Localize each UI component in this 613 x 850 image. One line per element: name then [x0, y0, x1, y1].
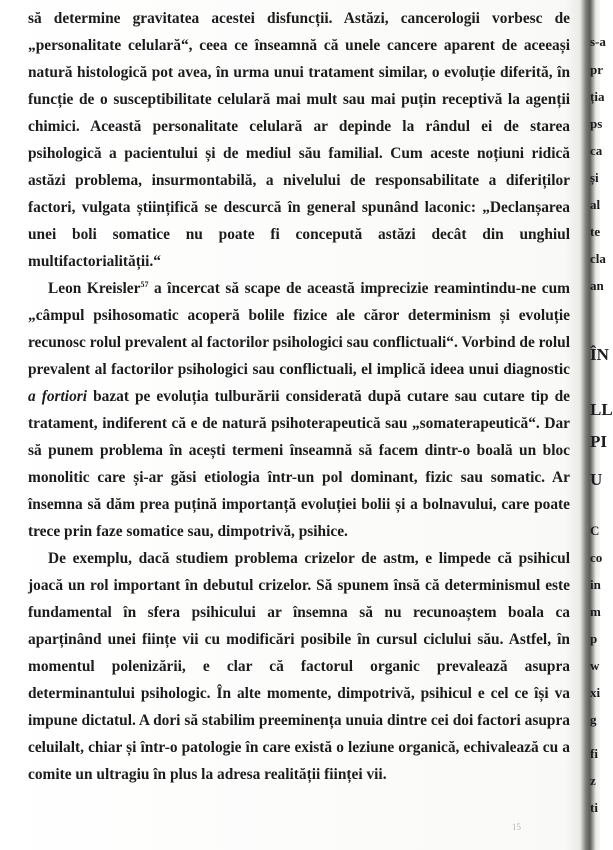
facing-page-heading-fragment: U: [590, 470, 603, 489]
body-text: [28, 5, 570, 788]
paragraph-2-text-end: bazat pe evoluția tulburării considerată după cutare sau cutare tip de tratament, indiferent că e de natură psihoterapeutică sau „somaterapeutică“. Dar să punem problema în acești termeni înseamnă să facem dintr-o boală un bloc monolitic care și-ar găsi etiologia într-un pol dominant, fizic sau somatic. Ar însemna să dăm prea puțină importanță evoluției bolii și a bolnavului, care poate trece prin faze somatice sau, dimpotrivă, psihice.: [28, 388, 570, 540]
facing-page-heading-fragment: PI: [590, 432, 607, 451]
facing-page-fragment: an: [590, 278, 604, 293]
facing-page-fragment: te: [590, 224, 601, 239]
facing-page-fragment: și: [590, 170, 599, 185]
facing-page-fragment: ția: [590, 89, 605, 104]
page-number: 15: [512, 822, 521, 832]
author-name: Leon Kreisler: [48, 280, 141, 297]
facing-page-fragment: in: [590, 577, 601, 592]
italic-term: a fortiori: [28, 388, 88, 405]
facing-page-heading-fragment: LL: [590, 400, 613, 419]
facing-page-fragment: fi: [590, 746, 598, 761]
facing-page-fragment: p: [590, 631, 598, 646]
facing-page-fragment: g: [590, 712, 597, 727]
paragraph-2-text-start: a încercat să scape de această imprecizie reamintindu-ne cum „câmpul psihosomatic acoperă bolile fizice ale căror determinism și evoluție recunosc rolul prevalent al factorilor psihologici sau conflictuali“. Vorbind de rolul prevalent al factorilor psihologici sau conflictuali, el implică ideea unui diagnostic: [28, 280, 570, 378]
facing-page-fragment: w: [590, 658, 600, 673]
facing-page-fragment: al: [590, 197, 601, 212]
paragraph-2: [28, 275, 570, 545]
facing-page-fragment: C: [590, 523, 600, 538]
paragraph-3: De exemplu, dacă studiem problema crizelor de astm, e limpede că psihicul joacă un rol important în debutul crizelor. Să spunem însă că determinismul este fundamental în sfera psihicului ar însemna să nu recunoaștem boala ca aparținând unei ființe vii cu modificări posibile în cursul ciclului său. Astfel, în momentul polenizării, e clar că factorul organic prevalează asupra determinantului psihologic. În alte momente, dimpotrivă, psihicul e cel ce își va impune dictatul. A dori să stabilim preeminența unuia dintre cei doi factori asupra celuilalt, chiar și într-o patologie în care există o leziune organică, echivalează cu a comite un ultragiu în plus la adresa realității ființei vii.: [28, 550, 570, 783]
facing-page-fragment: pr: [590, 62, 603, 77]
facing-page-fragment: ti: [590, 800, 598, 815]
facing-page-edge: [590, 0, 613, 850]
facing-page-fragment: s-a: [590, 34, 606, 49]
facing-page-fragment: ps: [590, 116, 603, 131]
facing-page-fragment: ca: [590, 143, 603, 158]
footnote-reference: 57: [140, 279, 149, 289]
paragraph-1: să determine gravitatea acestei disfuncții. Astăzi, cancerologii vorbesc de „personalitate celulară“, ceea ce înseamnă că unele cancere aparent de aceeași natură histologică pot avea, în urma unui tratament similar, o evoluție diferită, în funcție de o susceptibilitate celulară mai mult sau mai puțin receptivă la agenții chimici. Această personalitate celulară ar depinde la rândul ei de starea psihologică a pacientului și de mediul său familial. Cum aceste noțiuni ridică astăzi problema, insurmontabilă, a nivelului de responsabilitate a diferiților factori, vulgata științifică se descurcă în general spunând laconic: „Declanșarea unei boli somatice nu poate fi concepută astăzi decât din unghiul multifactorialității.“: [28, 10, 570, 270]
facing-page-fragment: z: [590, 773, 596, 788]
facing-page-fragment: co: [590, 550, 603, 565]
facing-page-fragment: xi: [590, 685, 601, 700]
facing-page-heading-fragment: ÎN: [590, 345, 609, 364]
facing-page-fragment: m: [590, 604, 601, 619]
facing-page-fragment: cla: [590, 251, 606, 266]
